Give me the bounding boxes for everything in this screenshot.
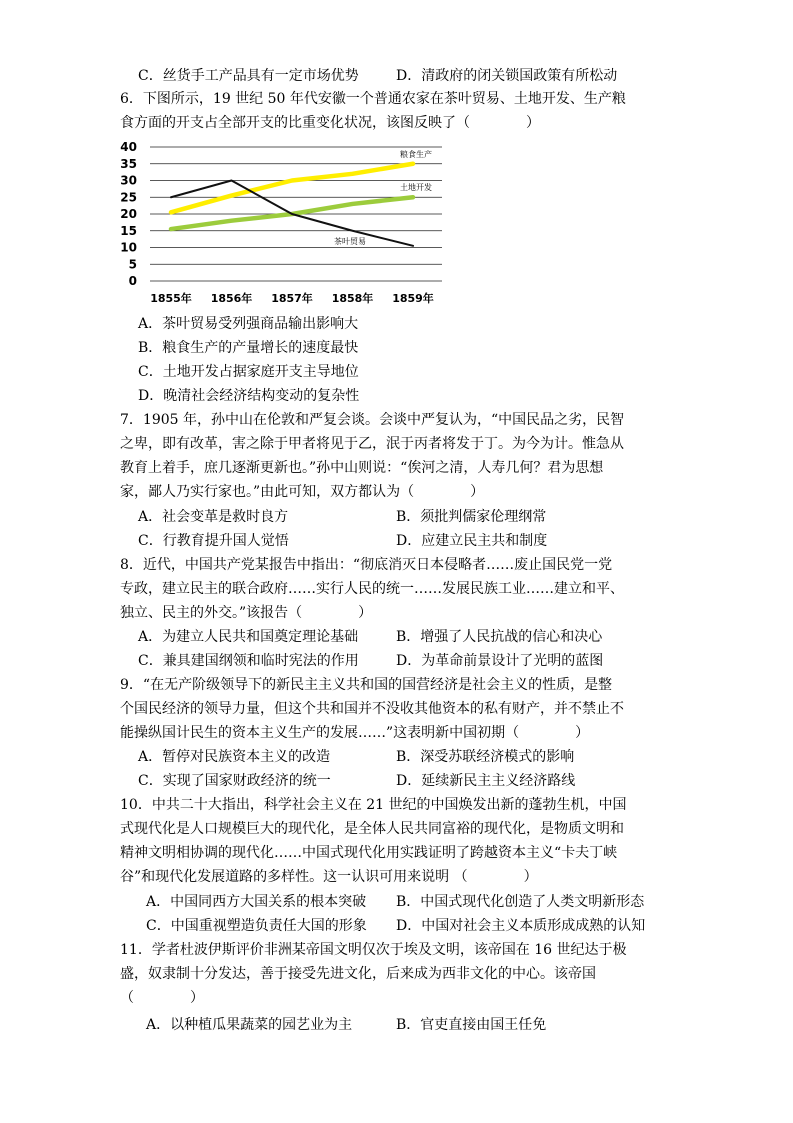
q8-stem-line-1: 8．近代，中国共产党某报告中指出：“彻底消灭日本侵略者……废止国民党一党 — [120, 557, 613, 573]
q5-option-d: D．清政府的闭关锁国政策有所松动 — [396, 68, 618, 84]
q7-stem-line-3: 教育上着手，庶几逐渐更新也。”孙中山则说：“俟河之清，人寿几何？君为思想 — [120, 460, 604, 476]
q6-option-d: D．晚清社会经济结构变动的复杂性 — [138, 388, 360, 404]
q9-stem-line-2: 个国民经济的领导力量，但这个共和国并不没收其他资本的私有财产，并不禁止不 — [120, 701, 624, 717]
q8-option-d: D．为革命前景设计了光明的蓝图 — [396, 653, 604, 669]
q7-option-c: C．行教育提升国人觉悟 — [138, 533, 289, 549]
q6-option-b: B．粮食生产的产量增长的速度最快 — [138, 340, 359, 356]
q6-stem-line-1: 6．下图所示，19 世纪 50 年代安徽一个普通农家在茶叶贸易、土地开发、生产粮 — [120, 91, 626, 107]
q9-stem-line-3: 能操纵国计民生的资本主义生产的发展……”这表明新中国初期（ ） — [120, 725, 590, 741]
q10-stem-line-4: 谷”和现代化发展道路的多样性。这一认识可用来说明 （ ） — [120, 869, 538, 885]
y-tick-label: 40 — [120, 140, 137, 154]
q10-stem-line-2: 式现代化是人口规模巨大的现代化，是全体人民共同富裕的现代化，是物质文明和 — [120, 821, 624, 837]
q8-option-a: A．为建立人民共和国奠定理论基础 — [138, 629, 359, 645]
series-label: 茶叶贸易 — [334, 237, 366, 246]
series-label: 土地开发 — [400, 183, 432, 192]
q7-stem-line-2: 之卑，即有改革，害之除于甲者将见于乙，泯于丙者将发于丁。为今为计。惟急从 — [120, 436, 624, 452]
q10-option-c: C．中国重视塑造负责任大国的形象 — [146, 918, 367, 934]
q8-stem-line-3: 独立、民主的外交。”该报告（ ） — [120, 605, 373, 621]
q10-option-b: B．中国式现代化创造了人类文明新形态 — [396, 894, 645, 910]
q10-option-d: D．中国对社会主义本质形成成熟的认知 — [396, 918, 646, 934]
series-line-3 — [171, 181, 413, 246]
q7-option-d: D．应建立民主共和制度 — [396, 533, 548, 549]
q10-option-a: A．中国同西方大国关系的根本突破 — [146, 894, 367, 910]
q8-option-b: B．增强了人民抗战的信心和决心 — [396, 629, 603, 645]
q7-option-b: B．须批判儒家伦理纲常 — [396, 509, 547, 525]
q9-stem-line-1: 9．“在无产阶级领导下的新民主主义共和国的国营经济是社会主义的性质，是整 — [120, 677, 613, 693]
q8-stem-line-2: 专政，建立民主的联合政府……实行人民的统一……发展民族工业……建立和平、 — [120, 581, 624, 597]
q11-stem-line-2: 盛，奴隶制十分发达，善于接受先进文化，后来成为西非文化的中心。该帝国 — [120, 966, 596, 982]
series-label: 粮食生产 — [400, 150, 432, 159]
q6-option-c: C．土地开发占据家庭开支主导地位 — [138, 364, 359, 380]
y-tick-label: 0 — [128, 274, 137, 288]
y-tick-label: 30 — [120, 173, 137, 188]
x-tick-label: 1855年 — [150, 292, 192, 305]
q9-option-b: B．深受苏联经济模式的影响 — [396, 749, 575, 765]
q9-option-c: C．实现了国家财政经济的统一 — [138, 773, 331, 789]
q11-option-b: B．官吏直接由国王任免 — [396, 1017, 547, 1033]
q9-option-d: D．延续新民主主义经济路线 — [396, 773, 576, 789]
y-tick-label: 10 — [120, 240, 137, 255]
y-tick-label: 20 — [120, 207, 137, 221]
q7-stem-line-1: 7．1905 年，孙中山在伦敦和严复会谈。会谈中严复认为，“中国民品之劣，民智 — [120, 412, 625, 428]
q6-option-a: A．茶叶贸易受列强商品输出影响大 — [138, 316, 359, 332]
x-tick-label: 1856年 — [210, 292, 253, 305]
q6-line-chart — [120, 138, 460, 310]
y-tick-label: 5 — [128, 257, 137, 272]
q10-stem-line-3: 精神文明相协调的现代化……中国式现代化用实践证明了跨越资本主义“卡夫丁峡 — [120, 845, 618, 861]
q9-option-a: A．暂停对民族资本主义的改造 — [138, 749, 331, 765]
q7-option-a: A．社会变革是救时良方 — [138, 509, 289, 525]
q8-option-c: C．兼具建国纲领和临时宪法的作用 — [138, 653, 359, 669]
chart-svg — [120, 138, 460, 310]
y-tick-label: 25 — [120, 190, 137, 205]
q11-option-a: A．以种植瓜果蔬菜的园艺业为主 — [146, 1017, 353, 1033]
y-tick-label: 15 — [120, 223, 137, 238]
x-tick-label: 1857年 — [271, 292, 313, 305]
y-tick-label: 35 — [120, 156, 137, 171]
q7-stem-line-4: 家，鄙人乃实行家也。”由此可知，双方都认为（ ） — [120, 484, 485, 500]
q11-stem-line-1: 11．学者杜波伊斯评价非洲某帝国文明仅次于埃及文明，该帝国在 16 世纪达于极 — [120, 942, 627, 958]
q5-option-c: C．丝货手工产品具有一定市场优势 — [138, 68, 359, 84]
q6-stem-line-2: 食方面的开支占全部开支的比重变化状况，该图反映了（ ） — [120, 115, 540, 131]
x-tick-label: 1858年 — [331, 292, 374, 305]
q11-stem-line-3: （ ） — [120, 990, 204, 1006]
x-tick-label: 1859年 — [392, 292, 434, 305]
q10-stem-line-1: 10．中共二十大指出，科学社会主义在 21 世纪的中国焕发出新的蓬勃生机，中国 — [120, 797, 627, 813]
